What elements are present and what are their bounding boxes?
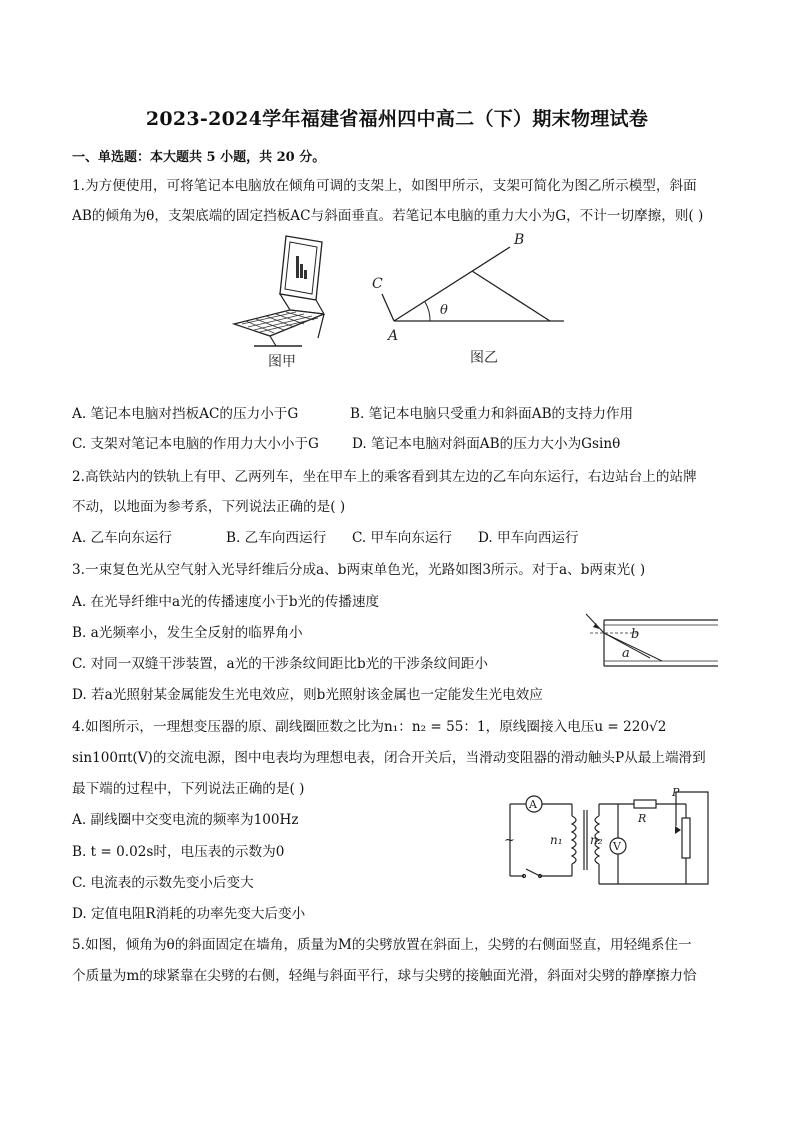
q3-option-a: A. 在光导纤维中a光的传播速度小于b光的传播速度: [72, 594, 380, 610]
resistor-r-label: R: [638, 812, 647, 825]
transformer-circuit-figure: [502, 786, 718, 892]
q3-option-d: D. 若a光照射某金属能发生光电效应，则b光照射该金属也一定能发生光电效应: [72, 687, 543, 703]
q2-option-c: C. 甲车向东运行: [352, 530, 453, 546]
section-heading: 一、单选题：本大题共 5 小题，共 20 分。: [72, 150, 326, 165]
fig-jia-caption: 图甲: [268, 354, 296, 370]
optical-fiber-figure: [584, 610, 720, 672]
point-b-label: B: [514, 232, 525, 248]
q2-stem-line1: 2.高铁站内的铁轨上有甲、乙两列车，坐在甲车上的乘客看到其左边的乙车向东运行，右边站台上的站牌: [72, 469, 697, 485]
q1-stem-line2: AB的倾角为θ，支架底端的固定挡板AC与斜面垂直。若笔记本电脑的重力大小为G，不计一切摩擦，则( ): [72, 208, 704, 224]
q1-option-a: A. 笔记本电脑对挡板AC的压力小于G: [72, 406, 299, 422]
ammeter-label: A: [529, 798, 537, 811]
fig-yi-caption: 图乙: [470, 350, 498, 366]
q2-option-a: A. 乙车向东运行: [72, 530, 173, 546]
slider-p-label: P: [672, 786, 680, 799]
q1-option-c: C. 支架对笔记本电脑的作用力大小小于G: [72, 436, 319, 452]
ray-a-label: a: [622, 646, 630, 661]
incline-model-figure: [364, 232, 574, 372]
page-title: 2023-2024学年福建省福州四中高二（下）期末物理试卷: [145, 108, 649, 130]
ray-b-label: b: [631, 627, 640, 642]
q5-stem-line2: 个质量为m的球紧靠在尖劈的右侧，轻绳与斜面平行，球与尖劈的接触面光滑，斜面对尖劈的静摩擦力恰: [72, 968, 697, 984]
q1-option-d: D. 笔记本电脑对斜面AB的压力大小为Gsinθ: [352, 436, 621, 452]
q2-option-b: B. 乙车向西运行: [226, 530, 327, 546]
point-a-label: A: [388, 328, 399, 344]
q1-option-b: B. 笔记本电脑只受重力和斜面AB的支持力作用: [350, 406, 634, 422]
n1-label: n₁: [550, 833, 563, 847]
q3-option-c: C. 对同一双缝干涉装置，a光的干涉条纹间距比b光的干涉条纹间距小: [72, 656, 488, 672]
q5-stem-line1: 5.如图，倾角为θ的斜面固定在墙角，质量为M的尖劈放置在斜面上，尖劈的右侧面竖直，用轻绳系住一: [72, 937, 692, 953]
laptop-figure: [226, 232, 330, 372]
q4-option-b: B. t = 0.02s时，电压表的示数为0: [72, 844, 285, 860]
ac-source-symbol: ~: [504, 833, 515, 848]
q3-option-b: B. a光频率小，发生全反射的临界角小: [72, 625, 303, 641]
q4-option-a: A. 副线圈中交变电流的频率为100Hz: [72, 812, 299, 828]
voltmeter-label: V: [613, 840, 621, 853]
q2-stem-line2: 不动，以地面为参考系，下列说法正确的是( ): [72, 499, 346, 515]
n2-label: n₂: [590, 833, 603, 847]
q1-stem-line1: 1.为方便使用，可将笔记本电脑放在倾角可调的支架上，如图甲所示，支架可简化为图乙所示模型，斜面: [72, 178, 697, 194]
q4-option-d: D. 定值电阻R消耗的功率先变大后变小: [72, 906, 306, 922]
q2-option-d: D. 甲车向西运行: [478, 530, 579, 546]
q4-stem-line1: 4.如图所示，一理想变压器的原、副线圈匝数之比为n₁：n₂ = 55：1，原线圈接入电压u = 220√2: [72, 719, 667, 735]
theta-label: θ: [440, 303, 448, 318]
q3-stem: 3.一束复色光从空气射入光导纤维后分成a、b两束单色光，光路如图3所示。对于a、b两束光( ): [72, 562, 646, 578]
point-c-label: C: [372, 276, 383, 292]
q4-option-c: C. 电流表的示数先变小后变大: [72, 875, 254, 891]
q4-stem-line2: sin100πt(V)的交流电源，图中电表均为理想电表，闭合开关后，当滑动变阻器的滑动触头P从最上端滑到: [72, 750, 706, 766]
q4-stem-line3: 最下端的过程中，下列说法正确的是( ): [72, 781, 305, 797]
